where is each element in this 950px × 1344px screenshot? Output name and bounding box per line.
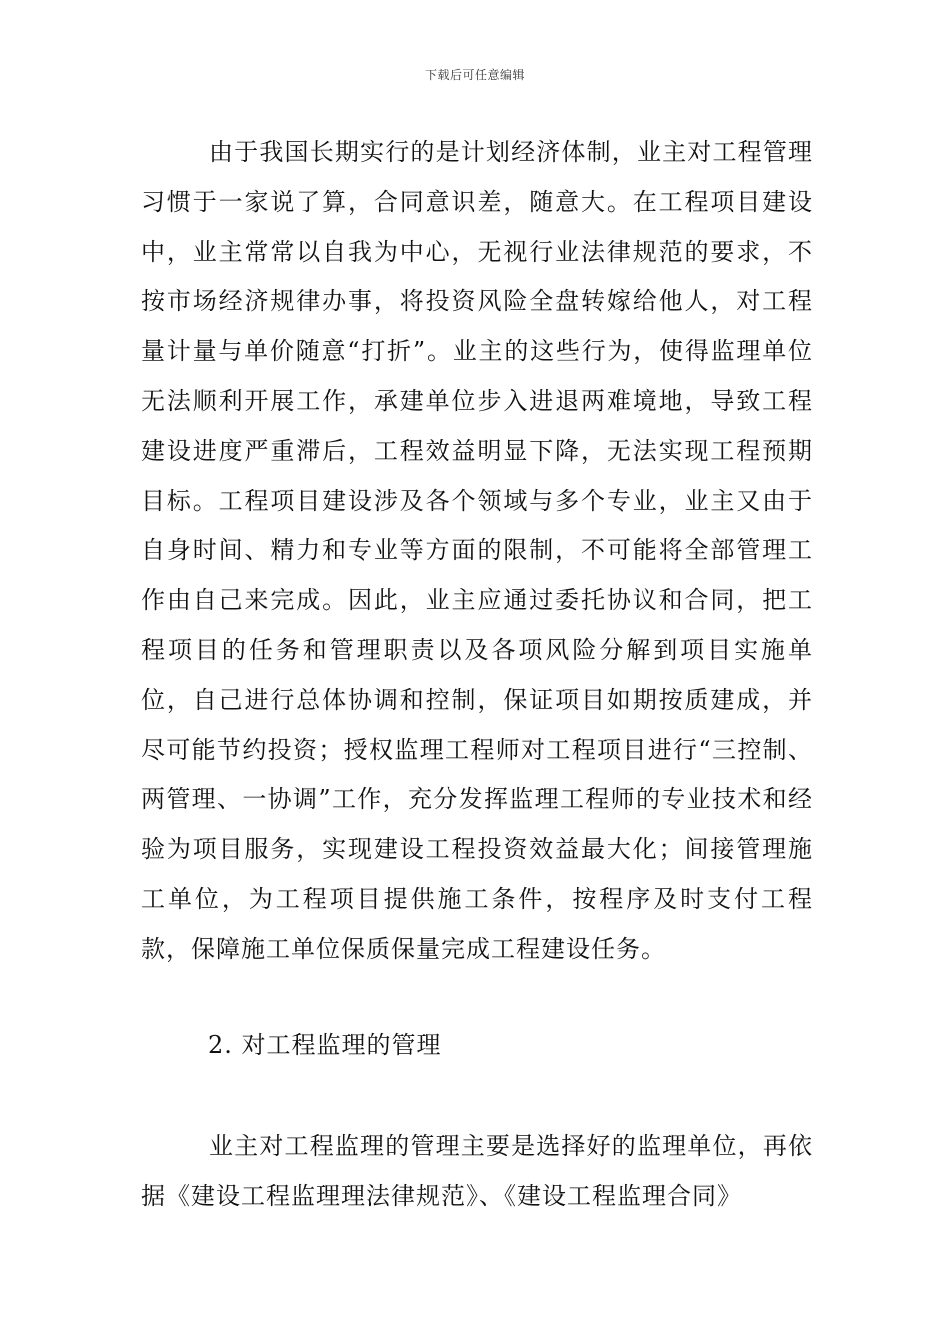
body-paragraph-1: 由于我国长期实行的是计划经济体制，业主对工程管理习惯于一家说了算，合同意识差，随意大。在工程项目建设中，业主常常以自我为中心，无视行业法律规范的要求，不按市场经济规律办事，将投资风险全盘转嫁给他人，对工程量计量与单价随意“打折”。业主的这些行为，使得监理单位无法顺利开展工作，承建单位步入进退两难境地，导致工程建设进度严重滞后，工程效益明显下降，无法实现工程预期目标。工程项目建设涉及各个领域与多个专业，业主又由于自身时间、精力和专业等方面的限制，不可能将全部管理工作由自己来完成。因此，业主应通过委托协议和合同，把工程项目的任务和管理职责以及各项风险分解到项目实施单位，自己进行总体协调和控制，保证项目如期按质建成，并尽可能节约投资；授权监理工程师对工程项目进行“三控制、两管理、一协调”工作，充分发挥监理工程师的专业技术和经验为项目服务，实现建设工程投资效益最大化；间接管理施工单位，为工程项目提供施工条件，按程序及时支付工程款，保障施工单位保质保量完成工程建设任务。 xyxy=(141,138,813,963)
body-paragraph-2: 业主对工程监理的管理主要是选择好的监理单位，再依据《建设工程监理理法律规范》、《建设工程监理合同》 xyxy=(141,1132,813,1210)
section-heading: 2. 对工程监理的管理 xyxy=(208,1031,442,1059)
header-note: 下载后可任意编辑 xyxy=(424,68,525,82)
